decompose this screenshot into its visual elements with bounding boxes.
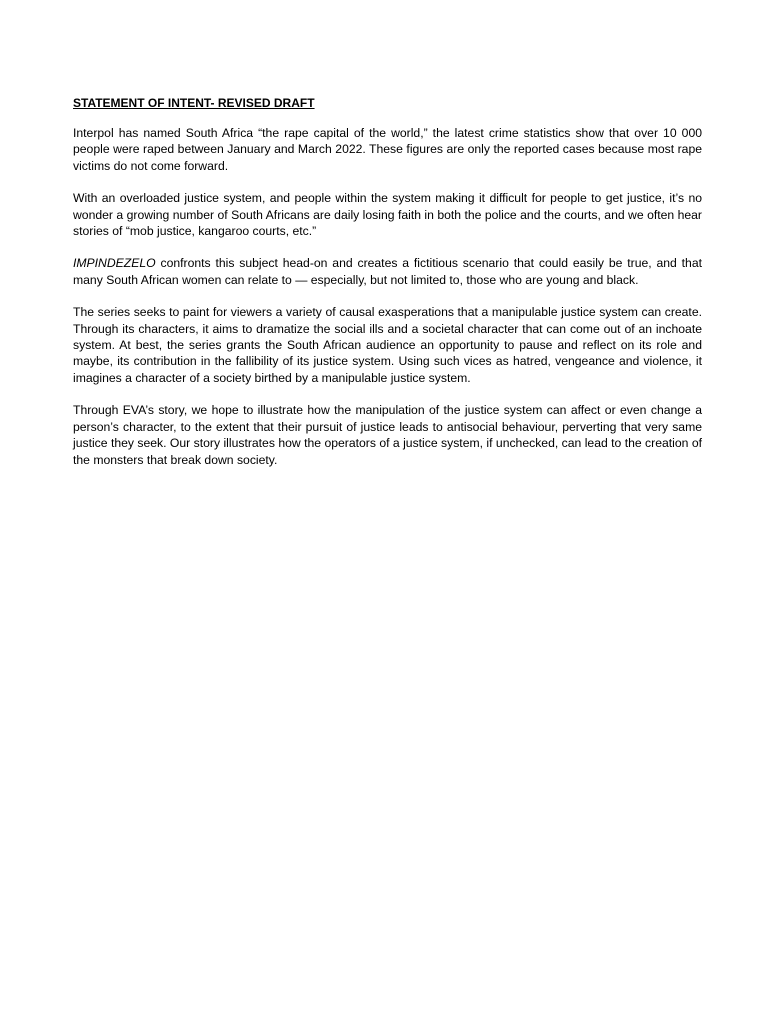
paragraph-text: confronts this subject head-on and creates a fictitious scenario that could easily be true, and that many South African women can relate to — especially, but not limited to, those who are young and black. [73,256,702,287]
document-body [73,95,702,484]
paragraph-text: Through EVA’s story, we hope to illustrate how the manipulation of the justice system can affect or even change a person’s character, to the extent that their pursuit of justice leads to antisocial behaviour, perverting that very same justice they seek. Our story illustrates how the operators of a justice system, if unchecked, can lead to the creation of the monsters that break down society. [73,403,702,467]
paragraph-text: Interpol has named South Africa “the rape capital of the world,” the latest crime statistics show that over 10 000 people were raped between January and March 2022. These figures are only the reported cases because most rape victims do not come forward. [73,126,702,173]
document-title: STATEMENT OF INTENT- REVISED DRAFT [73,96,315,110]
paragraph-statistics [73,125,702,174]
paragraph-text: With an overloaded justice system, and people within the system making it difficult for people to get justice, it’s no wonder a growing number of South Africans are daily losing faith in both the police and the courts, and we often hear stories of “mob justice, kangaroo courts, etc.” [73,191,702,239]
paragraph-eva-story [73,402,702,468]
paragraph-text: The series seeks to paint for viewers a variety of causal exasperations that a manipulable justice system can create. Through its characters, it aims to dramatize the social ills and a societal character that can come out of an inchoate system. At best, the series grants the South African audience an opportunity to pause and reflect on its role and maybe, its contribution in the fallibility of its justice system. Using such vices as hatred, vengeance and violence, it imagines a character of a society birthed by a manipulable justice system. [73,305,702,385]
series-title: IMPINDEZELO [73,256,156,271]
paragraph-impindezelo [73,255,702,288]
paragraph-justice-system [73,190,702,239]
paragraph-series-aims [73,304,702,386]
